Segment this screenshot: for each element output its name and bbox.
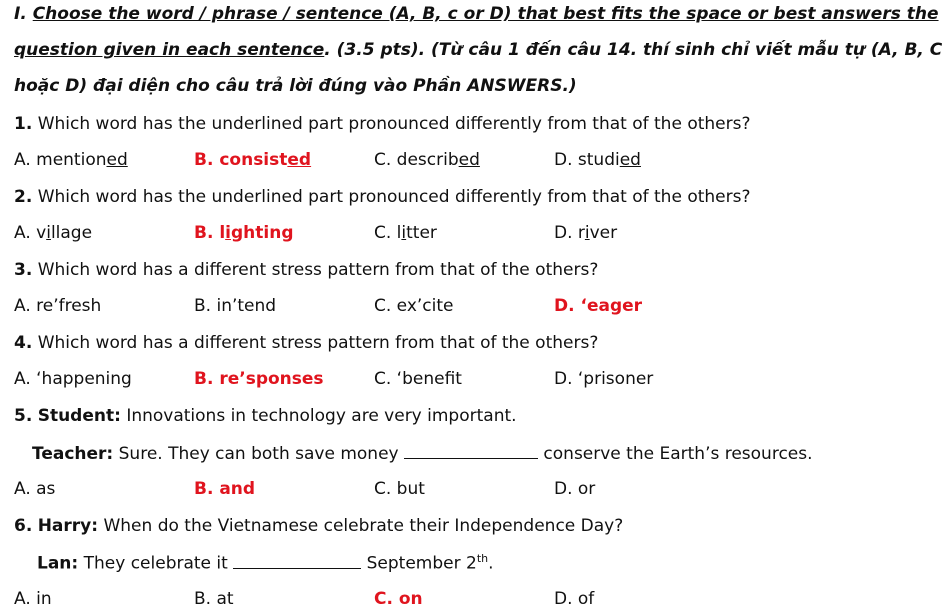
option-6a[interactable]: A. in <box>14 589 52 609</box>
section-heading-line-3 <box>14 76 824 96</box>
option-text-rest: ghting <box>231 223 294 243</box>
option-text-rest: tter <box>406 223 437 243</box>
option-1a[interactable] <box>14 150 128 170</box>
question-number: 4. <box>14 333 33 353</box>
section-answer-note: hoặc D) đại diện cho câu trả lời đúng vào Phần ANSWERS.) <box>14 76 577 96</box>
sentence-end: . <box>488 553 494 574</box>
option-6b[interactable]: B. at <box>194 589 234 609</box>
option-1b-correct[interactable] <box>194 150 311 170</box>
option-5a[interactable]: A. as <box>14 479 56 499</box>
speaker-harry: Harry: <box>37 516 99 536</box>
option-underlined: i <box>46 223 51 243</box>
option-2d[interactable] <box>554 223 617 243</box>
option-underlined: ed <box>287 150 312 170</box>
option-2a[interactable] <box>14 223 92 243</box>
speaker-lan: Lan: <box>37 553 79 574</box>
option-3c[interactable]: C. ex’cite <box>374 296 454 316</box>
answer-blank <box>233 553 361 569</box>
dialogue-line-2-end: September 2 <box>366 553 477 574</box>
question-number: 1. <box>14 114 33 134</box>
option-1d[interactable] <box>554 150 641 170</box>
option-6c-correct[interactable]: C. on <box>374 589 423 609</box>
question-6 <box>14 516 824 536</box>
section-heading-line-2 <box>14 40 942 60</box>
option-text: C. l <box>374 223 402 243</box>
option-text-rest: llage <box>50 223 93 243</box>
dialogue-line-2-start: They celebrate it <box>83 553 228 574</box>
option-2c[interactable] <box>374 223 437 243</box>
option-underlined: i <box>225 223 231 243</box>
section-instruction-continued: question given in each sentence <box>14 40 325 60</box>
question-number: 2. <box>14 187 33 207</box>
question-number: 5. <box>14 406 33 426</box>
section-heading-line-1 <box>14 4 939 24</box>
question-text: Which word has a different stress pattern from that of the others? <box>37 260 599 280</box>
ordinal-suffix: th <box>476 552 489 565</box>
option-3b[interactable]: B. in’tend <box>194 296 277 316</box>
option-4b-correct[interactable]: B. re’sponses <box>194 369 324 389</box>
question-4 <box>14 333 824 353</box>
question-number: 3. <box>14 260 33 280</box>
speaker-student: Student: <box>37 406 121 426</box>
question-6-dialogue <box>37 552 824 574</box>
option-text: C. describ <box>374 150 459 170</box>
option-underlined: i <box>584 223 590 243</box>
option-5c[interactable]: C. but <box>374 479 425 499</box>
option-1c[interactable] <box>374 150 480 170</box>
speaker-teacher: Teacher: <box>32 444 114 464</box>
section-instruction: Choose the word / phrase / sentence (A, B, c or D) that best fits the space or best answers the <box>32 4 939 24</box>
option-4d[interactable]: D. ‘prisoner <box>554 369 654 389</box>
dialogue-line-2-start: Sure. They can both save money <box>118 444 399 464</box>
option-text: D. r <box>554 223 585 243</box>
option-text: A. v <box>14 223 47 243</box>
option-text: D. studi <box>554 150 620 170</box>
option-underlined: ed <box>458 150 480 170</box>
option-text: B. consist <box>194 150 288 170</box>
option-text: A. mention <box>14 150 107 170</box>
option-text-rest: ver <box>589 223 618 243</box>
question-text: Which word has the underlined part pronounced differently from that of the others? <box>37 187 751 207</box>
option-4c[interactable]: C. ‘benefit <box>374 369 462 389</box>
dialogue-line-1: When do the Vietnamese celebrate their Independence Day? <box>103 516 624 536</box>
option-2b-correct[interactable] <box>194 223 294 243</box>
option-underlined: ed <box>106 150 128 170</box>
question-number: 6. <box>14 516 33 536</box>
option-5b-correct[interactable]: B. and <box>194 479 256 499</box>
dialogue-line-2-end: conserve the Earth’s resources. <box>543 444 813 464</box>
question-5 <box>14 406 824 426</box>
answer-blank <box>404 443 538 459</box>
dialogue-line-1: Innovations in technology are very important. <box>126 406 517 426</box>
option-4a[interactable]: A. ‘happening <box>14 369 132 389</box>
question-5-dialogue <box>32 443 824 464</box>
option-text: B. l <box>194 223 226 243</box>
question-2 <box>14 187 824 207</box>
option-3d-correct[interactable]: D. ‘eager <box>554 296 643 316</box>
question-text: Which word has a different stress pattern from that of the others? <box>37 333 599 353</box>
option-5d[interactable]: D. or <box>554 479 596 499</box>
option-underlined: ed <box>619 150 641 170</box>
question-1 <box>14 114 824 134</box>
section-points-note: . (3.5 pts). (Từ câu 1 đến câu 14. thí sinh chỉ viết mẫu tự (A, B, C <box>324 40 942 60</box>
question-3 <box>14 260 824 280</box>
option-6d[interactable]: D. of <box>554 589 595 609</box>
section-number: I. <box>14 4 33 24</box>
option-underlined: i <box>401 223 407 243</box>
option-3a[interactable]: A. re’fresh <box>14 296 102 316</box>
question-text: Which word has the underlined part pronounced differently from that of the others? <box>37 114 751 134</box>
